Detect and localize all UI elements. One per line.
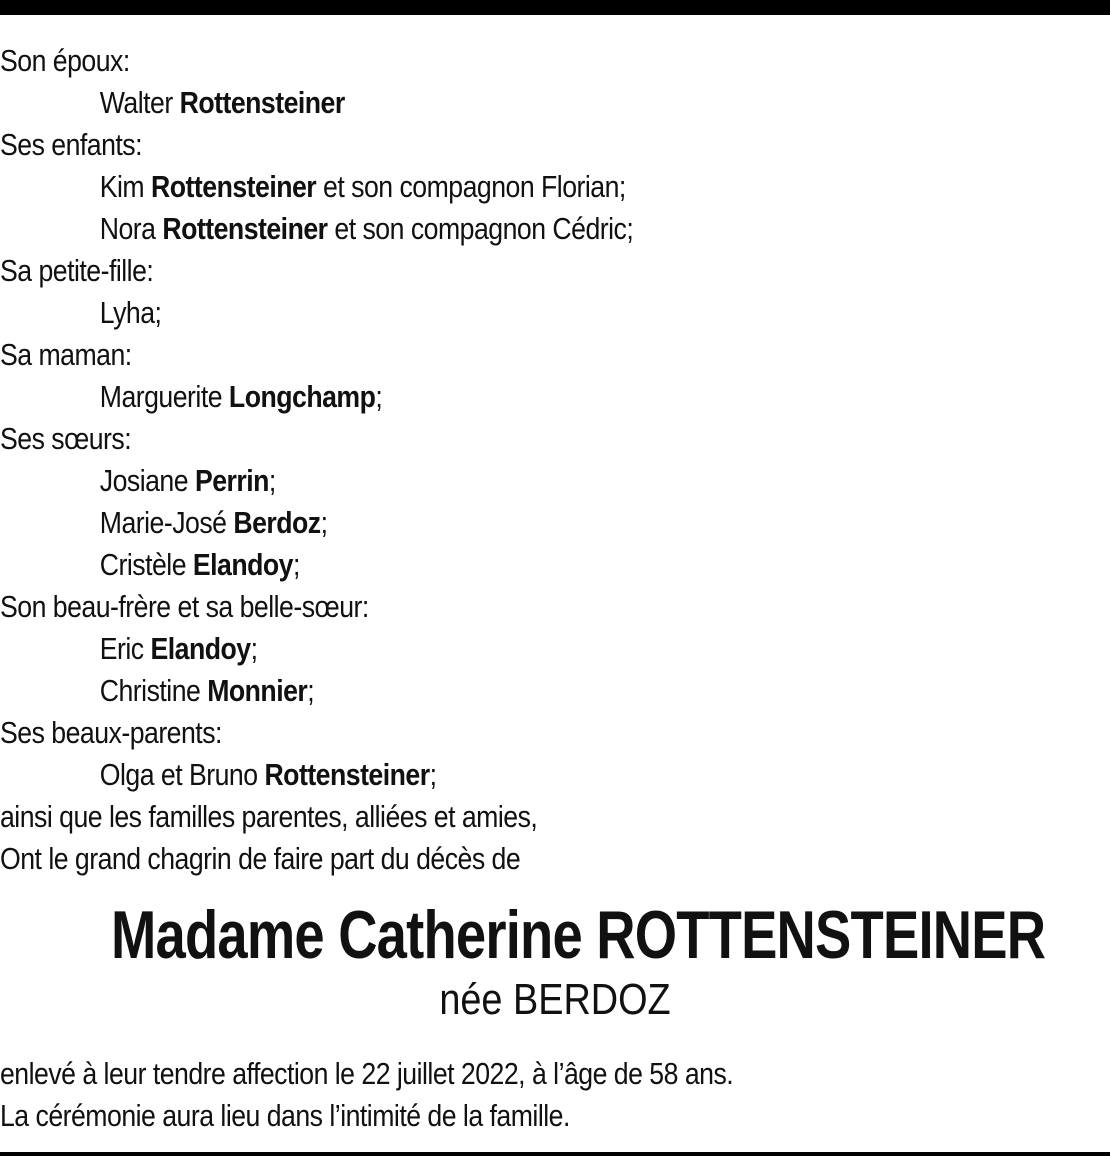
death-date-line: enlevé à leur tendre affection le 22 juillet 2022, à l’âge de 58 ans. <box>0 1056 734 1091</box>
closing-text <box>0 1053 1110 1137</box>
relation-label: Ses enfants: <box>0 127 143 162</box>
relation-label: Son beau-frère et sa belle-sœur: <box>0 589 369 624</box>
first-name: Kim <box>99 169 145 204</box>
first-name: Marie-José <box>99 505 227 540</box>
first-name: Eric <box>99 631 144 666</box>
deceased-name: Madame Catherine ROTTENSTEINER <box>111 897 1046 973</box>
family-member <box>0 628 955 670</box>
member-suffix: ; <box>268 463 276 498</box>
member-suffix: ; <box>429 757 437 792</box>
family-member <box>0 754 955 796</box>
member-suffix: ; <box>375 379 383 414</box>
family-member <box>0 166 955 208</box>
deceased-block <box>0 895 1110 1025</box>
surname: Rottensteiner <box>179 85 345 120</box>
relation-label: Ses beaux-parents: <box>0 715 222 750</box>
member-suffix: ; <box>307 673 315 708</box>
maiden-name: née BERDOZ <box>439 975 671 1024</box>
relation-label: Sa petite-fille: <box>0 253 154 288</box>
relation-label: Son époux: <box>0 43 130 78</box>
family-member <box>0 502 955 544</box>
surname: Rottensteiner <box>264 757 430 792</box>
first-name: Christine <box>99 673 201 708</box>
top-rule <box>0 0 1110 15</box>
family-member <box>0 376 955 418</box>
first-name: Lyha; <box>99 295 162 330</box>
surname: Rottensteiner <box>162 211 328 246</box>
surname: Elandoy <box>192 547 293 582</box>
family-member <box>0 544 955 586</box>
first-name: Marguerite <box>99 379 223 414</box>
first-name: Nora <box>99 211 156 246</box>
member-suffix: et son compagnon Florian; <box>316 169 626 204</box>
member-suffix: ; <box>292 547 300 582</box>
surname: Monnier <box>207 673 308 708</box>
first-name: Walter <box>99 85 173 120</box>
surname: Perrin <box>194 463 269 498</box>
first-name: Josiane <box>99 463 189 498</box>
surname: Longchamp <box>228 379 376 414</box>
family-member <box>0 292 955 334</box>
bottom-rule <box>0 1152 1110 1156</box>
member-suffix: et son compagnon Cédric; <box>327 211 634 246</box>
families-line: ainsi que les familles parentes, alliées et amies, <box>0 799 538 834</box>
relation-label: Ses sœurs: <box>0 421 132 456</box>
member-suffix: ; <box>250 631 258 666</box>
surname: Elandoy <box>150 631 251 666</box>
surname: Berdoz <box>233 505 321 540</box>
family-member <box>0 82 955 124</box>
announcement-line: Ont le grand chagrin de faire part du décès de <box>0 841 521 876</box>
first-name: Cristèle <box>99 547 187 582</box>
family-member <box>0 670 955 712</box>
first-name: Olga et Bruno <box>99 757 258 792</box>
ceremony-line: La cérémonie aura lieu dans l’intimité de la famille. <box>0 1098 570 1133</box>
family-member <box>0 460 955 502</box>
family-member <box>0 208 955 250</box>
relation-label: Sa maman: <box>0 337 132 372</box>
family-list <box>0 40 1110 880</box>
surname: Rottensteiner <box>151 169 317 204</box>
member-suffix: ; <box>320 505 328 540</box>
